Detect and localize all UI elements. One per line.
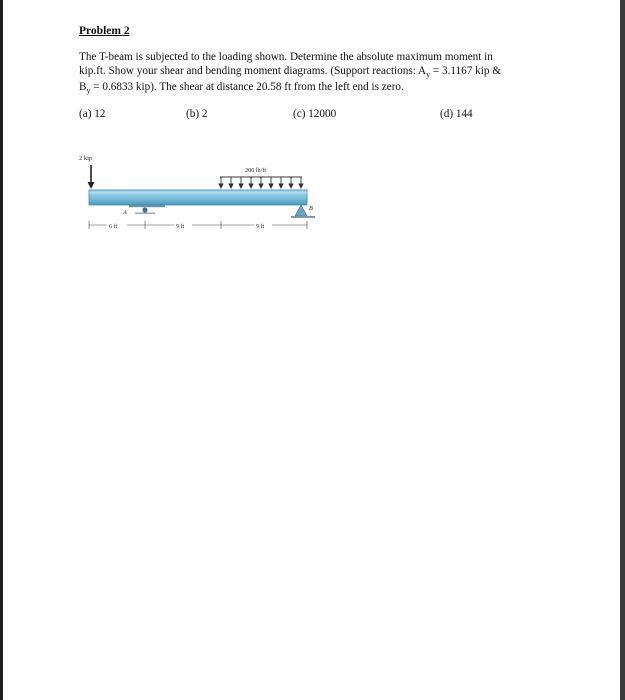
choice-d: (d) 144 xyxy=(440,108,473,120)
dimension-9ft-first: 9 ft xyxy=(176,224,185,230)
distributed-load-label: 200 lb/ft xyxy=(245,167,267,174)
choice-c: (c) 12000 xyxy=(293,108,337,120)
document-page xyxy=(3,0,620,700)
dimension-9ft-second: 9 ft xyxy=(256,224,265,230)
choice-a: (a) 12 xyxy=(79,108,106,120)
t-beam xyxy=(89,190,307,205)
support-a-label: A xyxy=(123,209,127,216)
choice-b: (b) 2 xyxy=(186,108,208,120)
support-a-roller-icon xyxy=(129,205,165,214)
screen-edge-right xyxy=(620,0,625,700)
support-b-label: B xyxy=(309,205,313,212)
point-load-arrow-icon xyxy=(88,165,95,189)
problem-title: Problem 2 xyxy=(79,25,130,37)
distributed-load-arrows-icon xyxy=(219,177,303,188)
dimension-6ft: 6 ft xyxy=(109,224,118,230)
statement-line-2: kip.ft. Show your shear and bending moment diagrams. (Support reactions: $A_y = 3.1167$ kip & xyxy=(79,64,501,79)
statement-line-1: The T-beam is subjected to the loading shown. Determine the absolute maximum moment in xyxy=(79,51,493,63)
beam-diagram xyxy=(73,148,333,240)
point-load-label: 2 kip xyxy=(79,155,93,162)
statement-line-3: $B_y = 0.6833$ kip). The shear at distance 20.58 ft from the left end is zero. xyxy=(79,81,404,96)
problem-statement xyxy=(79,51,549,98)
